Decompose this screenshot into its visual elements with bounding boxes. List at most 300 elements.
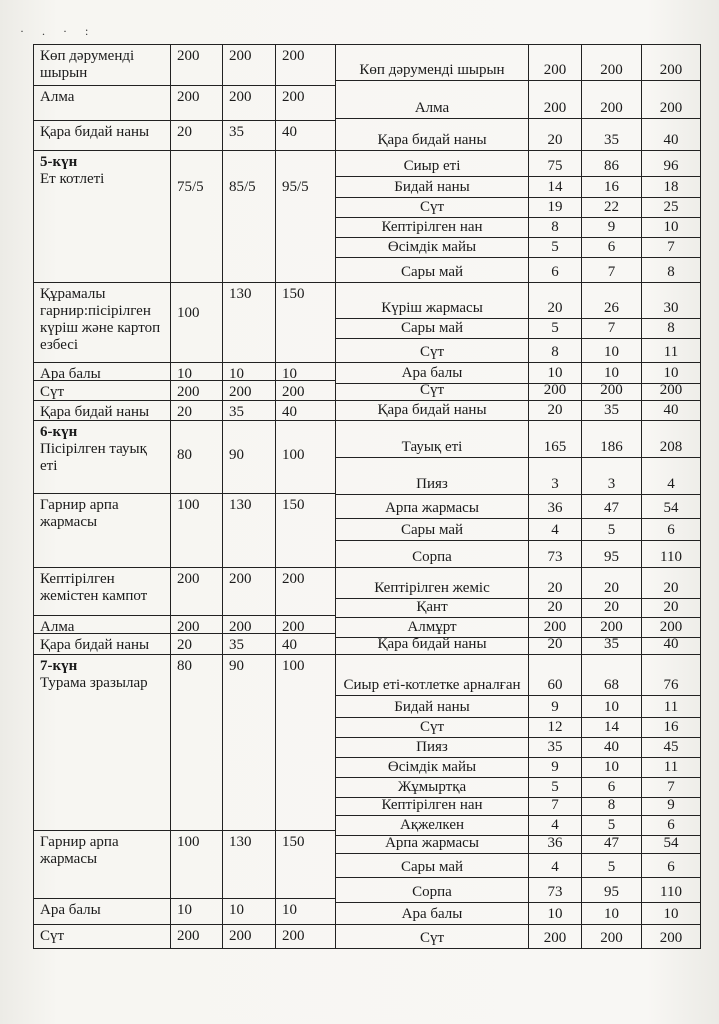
ingredient-name: Қара бидай наны — [377, 637, 487, 652]
right-value-cell — [528, 737, 582, 758]
portion-value: 10 — [282, 366, 297, 381]
portion-value: 200 — [282, 89, 305, 105]
ingredient-value: 200 — [600, 619, 623, 635]
right-value-cell — [528, 257, 582, 283]
ingredient-value: 110 — [660, 884, 682, 900]
left-row-name-cell — [33, 924, 171, 949]
ingredient-name: Сары май — [400, 320, 464, 336]
ingredient-value: 25 — [663, 199, 679, 215]
portion-value: 10 — [229, 902, 244, 918]
ingredient-name: Сүт — [419, 383, 445, 398]
right-value-cell — [581, 598, 642, 618]
left-row-name-cell — [33, 362, 171, 381]
portion-value: 200 — [282, 619, 305, 634]
right-value-cell — [528, 598, 582, 618]
right-value-cell — [528, 567, 582, 599]
left-row-name-cell — [33, 120, 171, 151]
right-value-cell — [641, 400, 701, 421]
ingredient-value: 35 — [547, 739, 563, 755]
right-row-name-cell — [335, 877, 529, 903]
left-value-cell — [275, 924, 336, 949]
ingredient-value: 22 — [604, 199, 619, 215]
right-value-cell — [581, 777, 642, 798]
right-row-name-cell — [335, 44, 529, 81]
right-value-cell — [641, 257, 701, 283]
ingredient-value: 7 — [607, 264, 616, 280]
right-value-cell — [641, 518, 701, 541]
right-value-cell — [581, 637, 642, 655]
right-row-name-cell — [335, 617, 529, 638]
left-value-cell — [275, 400, 336, 421]
ingredient-name: Ара балы — [401, 906, 463, 922]
portion-value: 100 — [177, 834, 200, 850]
portion-value: 95/5 — [282, 179, 309, 195]
right-row-name-cell — [335, 237, 529, 258]
right-value-cell — [641, 737, 701, 758]
portion-value: 200 — [177, 571, 200, 587]
right-value-cell — [641, 457, 701, 495]
right-value-cell — [581, 494, 642, 519]
left-value-cell — [275, 615, 336, 634]
left-value-cell — [170, 615, 223, 634]
ingredient-value: 20 — [663, 599, 679, 615]
right-value-cell — [641, 777, 701, 798]
ingredient-value: 200 — [659, 619, 683, 635]
left-value-cell — [170, 362, 223, 381]
right-value-cell — [581, 737, 642, 758]
dish-name: Қара бидай наны — [40, 637, 150, 653]
ingredient-value: 10 — [604, 906, 619, 922]
right-value-cell — [641, 338, 701, 363]
right-value-cell — [528, 777, 582, 798]
portion-value: 130 — [229, 834, 252, 850]
ingredient-value: 36 — [547, 835, 563, 851]
ingredient-value: 20 — [547, 300, 563, 316]
right-value-cell — [641, 815, 701, 836]
portion-value: 200 — [229, 384, 252, 400]
right-value-cell — [528, 457, 582, 495]
left-value-cell — [170, 830, 223, 899]
day-heading: 6-күн — [40, 424, 78, 440]
left-row-name-cell — [33, 830, 171, 899]
ingredient-value: 5 — [551, 239, 559, 255]
ingredient-value: 5 — [607, 817, 616, 833]
ingredient-value: 200 — [659, 62, 683, 78]
portion-value: 35 — [229, 404, 244, 420]
portion-value: 100 — [177, 305, 200, 321]
right-value-cell — [641, 383, 701, 401]
ingredient-value: 54 — [663, 835, 679, 851]
right-value-cell — [528, 362, 582, 384]
left-value-cell — [275, 85, 336, 121]
left-value-cell — [275, 362, 336, 381]
ingredient-name: Пияз — [416, 476, 448, 492]
right-value-cell — [641, 44, 701, 81]
left-value-cell — [222, 633, 276, 655]
left-value-cell — [222, 493, 276, 568]
right-row-name-cell — [335, 815, 529, 836]
ingredient-name: Сүт — [419, 930, 445, 946]
ingredient-value: 8 — [551, 344, 559, 360]
left-value-cell — [275, 633, 336, 655]
ingredient-value: 10 — [547, 906, 563, 922]
ingredient-value: 96 — [663, 158, 679, 174]
ingredient-value: 30 — [663, 300, 679, 316]
right-value-cell — [641, 118, 701, 151]
left-value-cell — [222, 400, 276, 421]
left-value-cell — [170, 380, 223, 401]
left-value-cell — [170, 898, 223, 925]
left-value-cell — [170, 420, 223, 494]
right-value-cell — [528, 617, 582, 638]
ingredient-value: 40 — [663, 132, 679, 148]
right-value-cell — [528, 654, 582, 696]
portion-value: 150 — [282, 286, 305, 302]
ingredient-value: 19 — [547, 199, 563, 215]
portion-value: 90 — [229, 447, 244, 463]
dish-name: Қара бидай наны — [40, 124, 150, 140]
dish-name: Гарнир арпа жармасы — [40, 497, 119, 530]
portion-value: 35 — [229, 124, 244, 140]
ingredient-value: 73 — [547, 549, 563, 565]
ingredient-value: 200 — [659, 100, 683, 116]
ingredient-value: 10 — [663, 906, 679, 922]
right-row-name-cell — [335, 567, 529, 599]
right-value-cell — [581, 567, 642, 599]
ingredient-name: Сүт — [419, 344, 445, 360]
right-value-cell — [641, 757, 701, 778]
ingredient-value: 5 — [551, 779, 559, 795]
left-value-cell — [222, 567, 276, 616]
right-row-name-cell — [335, 176, 529, 198]
right-value-cell — [581, 338, 642, 363]
portion-value: 100 — [282, 447, 305, 463]
ingredient-value: 200 — [543, 930, 567, 946]
ingredient-value: 47 — [604, 835, 619, 851]
right-value-cell — [528, 717, 582, 738]
dish-name: Ара балы — [40, 366, 101, 381]
ingredient-name: Ара балы — [401, 365, 463, 381]
ingredient-value: 20 — [547, 132, 563, 148]
ingredient-value: 16 — [663, 719, 679, 735]
portion-value: 130 — [229, 497, 252, 513]
right-row-name-cell — [335, 318, 529, 339]
ingredient-value: 10 — [663, 219, 679, 235]
left-row-name-cell — [33, 654, 171, 831]
right-value-cell — [528, 282, 582, 319]
ingredient-value: 208 — [659, 439, 683, 455]
right-value-cell — [528, 518, 582, 541]
ingredient-value: 20 — [547, 402, 563, 418]
dish-name: Гарнир арпа жармасы — [40, 834, 119, 867]
left-row-name-cell — [33, 615, 171, 634]
portion-value: 100 — [177, 497, 200, 513]
left-row-name-cell — [33, 420, 171, 494]
ingredient-name: Пияз — [416, 739, 448, 755]
ingredient-value: 9 — [551, 699, 559, 715]
day-heading: 7-күн — [40, 658, 78, 674]
right-value-cell — [581, 282, 642, 319]
right-row-name-cell — [335, 400, 529, 421]
portion-value: 200 — [177, 928, 200, 944]
ingredient-value: 10 — [547, 365, 563, 381]
ingredient-value: 10 — [604, 344, 619, 360]
right-row-name-cell — [335, 853, 529, 878]
ingredient-value: 86 — [604, 158, 619, 174]
portion-value: 10 — [282, 902, 297, 918]
right-row-name-cell — [335, 924, 529, 949]
left-value-cell — [222, 380, 276, 401]
ingredient-value: 200 — [543, 383, 567, 398]
right-value-cell — [641, 420, 701, 458]
right-value-cell — [581, 318, 642, 339]
portion-value: 200 — [282, 48, 305, 64]
right-value-cell — [528, 494, 582, 519]
left-row-name-cell — [33, 898, 171, 925]
left-value-cell — [222, 282, 276, 363]
right-value-cell — [641, 797, 701, 816]
ingredient-value: 14 — [604, 719, 619, 735]
right-value-cell — [581, 217, 642, 238]
portion-value: 150 — [282, 834, 305, 850]
right-value-cell — [641, 540, 701, 568]
ingredient-name: Алмұрт — [407, 619, 457, 635]
portion-value: 35 — [229, 637, 244, 653]
right-value-cell — [528, 420, 582, 458]
left-row-name-cell — [33, 633, 171, 655]
right-value-cell — [581, 383, 642, 401]
ingredient-value: 165 — [543, 439, 567, 455]
right-value-cell — [528, 400, 582, 421]
right-value-cell — [641, 717, 701, 738]
left-value-cell — [222, 150, 276, 283]
left-value-cell — [170, 567, 223, 616]
left-value-cell — [222, 120, 276, 151]
ingredient-name: Көп дәруменді шырын — [359, 62, 505, 78]
right-value-cell — [581, 902, 642, 925]
ingredient-value: 20 — [604, 580, 619, 596]
left-value-cell — [275, 380, 336, 401]
right-value-cell — [641, 637, 701, 655]
right-value-cell — [581, 877, 642, 903]
portion-value: 200 — [229, 89, 252, 105]
ingredient-value: 3 — [551, 476, 559, 492]
ingredient-name: Ақжелкен — [399, 817, 465, 833]
ingredient-value: 47 — [604, 500, 619, 516]
right-value-cell — [641, 598, 701, 618]
portion-value: 75/5 — [177, 179, 204, 195]
ingredient-name: Кептірілген нан — [381, 797, 483, 813]
ingredient-name: Қара бидай наны — [377, 132, 487, 148]
ingredient-name: Күріш жармасы — [381, 300, 483, 316]
right-value-cell — [641, 282, 701, 319]
right-value-cell — [641, 150, 701, 177]
ingredient-value: 4 — [551, 859, 559, 875]
right-value-cell — [528, 877, 582, 903]
right-value-cell — [581, 815, 642, 836]
right-row-name-cell — [335, 282, 529, 319]
right-row-name-cell — [335, 717, 529, 738]
right-value-cell — [581, 176, 642, 198]
left-value-cell — [170, 493, 223, 568]
right-value-cell — [528, 540, 582, 568]
ingredient-value: 200 — [600, 383, 623, 398]
portion-value: 200 — [282, 384, 305, 400]
left-value-cell — [170, 120, 223, 151]
left-row-name-cell — [33, 567, 171, 616]
portion-value: 200 — [229, 619, 252, 634]
ingredient-name: Сиыр еті — [403, 158, 461, 174]
ingredient-value: 4 — [551, 522, 559, 538]
left-row-name-cell — [33, 150, 171, 283]
ingredient-value: 20 — [547, 637, 563, 652]
right-value-cell — [528, 853, 582, 878]
right-value-cell — [581, 197, 642, 218]
ingredient-value: 60 — [547, 677, 563, 693]
left-value-cell — [275, 44, 336, 86]
left-value-cell — [275, 493, 336, 568]
right-value-cell — [581, 80, 642, 119]
right-value-cell — [641, 924, 701, 949]
right-value-cell — [528, 835, 582, 854]
right-value-cell — [641, 902, 701, 925]
right-value-cell — [528, 176, 582, 198]
left-value-cell — [170, 924, 223, 949]
ingredient-value: 40 — [663, 637, 679, 652]
ingredient-value: 9 — [607, 219, 616, 235]
right-value-cell — [641, 176, 701, 198]
right-row-name-cell — [335, 902, 529, 925]
ingredient-name: Сары май — [400, 859, 464, 875]
ingredient-value: 200 — [543, 100, 567, 116]
right-row-name-cell — [335, 383, 529, 401]
ingredient-value: 6 — [667, 817, 675, 833]
right-value-cell — [641, 494, 701, 519]
portion-value: 150 — [282, 497, 305, 513]
right-row-name-cell — [335, 420, 529, 458]
right-value-cell — [641, 695, 701, 718]
right-value-cell — [528, 924, 582, 949]
right-value-cell — [528, 902, 582, 925]
ingredient-value: 76 — [663, 677, 679, 693]
ingredient-value: 73 — [547, 884, 563, 900]
ingredient-name: Қара бидай наны — [377, 402, 487, 418]
ingredient-value: 200 — [659, 383, 683, 398]
right-row-name-cell — [335, 637, 529, 655]
left-row-name-cell — [33, 282, 171, 363]
right-value-cell — [581, 237, 642, 258]
dish-name: Пісірілген тауық еті — [40, 441, 147, 474]
ingredient-value: 5 — [551, 320, 559, 336]
right-value-cell — [528, 815, 582, 836]
left-value-cell — [222, 830, 276, 899]
dish-name: Алма — [40, 89, 75, 105]
ingredient-name: Арпа жармасы — [385, 500, 479, 516]
left-value-cell — [275, 282, 336, 363]
right-value-cell — [581, 150, 642, 177]
right-value-cell — [581, 518, 642, 541]
ingredient-value: 40 — [663, 402, 679, 418]
ingredient-value: 4 — [667, 476, 675, 492]
right-row-name-cell — [335, 197, 529, 218]
portion-value: 200 — [282, 571, 305, 587]
portion-value: 10 — [177, 902, 192, 918]
left-row-name-cell — [33, 493, 171, 568]
left-row-name-cell — [33, 380, 171, 401]
portion-value: 10 — [177, 366, 192, 381]
portion-value: 130 — [229, 286, 252, 302]
ingredient-value: 11 — [663, 759, 679, 775]
right-value-cell — [528, 237, 582, 258]
dish-name: Қара бидай наны — [40, 404, 150, 420]
dish-name: Турама зразылар — [40, 675, 148, 691]
left-value-cell — [275, 420, 336, 494]
ingredient-name: Кептірілген жеміс — [374, 580, 490, 596]
right-value-cell — [528, 150, 582, 177]
ingredient-value: 14 — [547, 179, 563, 195]
right-value-cell — [581, 924, 642, 949]
left-value-cell — [170, 654, 223, 831]
left-row-name-cell — [33, 44, 171, 86]
ingredient-value: 7 — [607, 320, 616, 336]
right-row-name-cell — [335, 797, 529, 816]
right-value-cell — [581, 853, 642, 878]
portion-value: 200 — [229, 571, 252, 587]
right-row-name-cell — [335, 217, 529, 238]
ingredient-value: 5 — [607, 522, 616, 538]
ingredient-value: 95 — [604, 549, 619, 565]
portion-value: 40 — [282, 404, 297, 420]
right-row-name-cell — [335, 494, 529, 519]
right-value-cell — [528, 637, 582, 655]
right-value-cell — [641, 835, 701, 854]
ingredient-name: Сорпа — [412, 549, 452, 565]
right-value-cell — [641, 217, 701, 238]
right-value-cell — [581, 717, 642, 738]
ingredient-value: 20 — [604, 599, 619, 615]
right-value-cell — [581, 257, 642, 283]
dish-name: Көп дәруменді шырын — [40, 48, 135, 81]
ingredient-name: Тауық еті — [401, 439, 463, 455]
right-value-cell — [641, 877, 701, 903]
left-value-cell — [222, 362, 276, 381]
dish-name: Құрамалы гарнир:пісірілген күріш және картоп езбесі — [40, 286, 161, 353]
ingredient-name: Бидай наны — [394, 699, 470, 715]
dish-name: Сүт — [40, 384, 65, 400]
portion-value: 80 — [177, 658, 192, 674]
ingredient-value: 75 — [547, 158, 563, 174]
right-row-name-cell — [335, 338, 529, 363]
ingredient-value: 7 — [667, 779, 675, 795]
left-value-cell — [170, 150, 223, 283]
ingredient-value: 20 — [663, 580, 679, 596]
right-value-cell — [528, 383, 582, 401]
right-row-name-cell — [335, 777, 529, 798]
right-value-cell — [641, 80, 701, 119]
ingredient-value: 35 — [604, 402, 619, 418]
ingredient-value: 8 — [551, 219, 559, 235]
left-value-cell — [222, 85, 276, 121]
right-value-cell — [528, 197, 582, 218]
right-row-name-cell — [335, 457, 529, 495]
left-value-cell — [275, 567, 336, 616]
ingredient-value: 6 — [667, 522, 675, 538]
dish-name: Ет котлеті — [40, 171, 105, 187]
left-value-cell — [222, 654, 276, 831]
ingredient-value: 45 — [663, 739, 679, 755]
dish-name: Сүт — [40, 928, 65, 944]
right-row-name-cell — [335, 835, 529, 854]
